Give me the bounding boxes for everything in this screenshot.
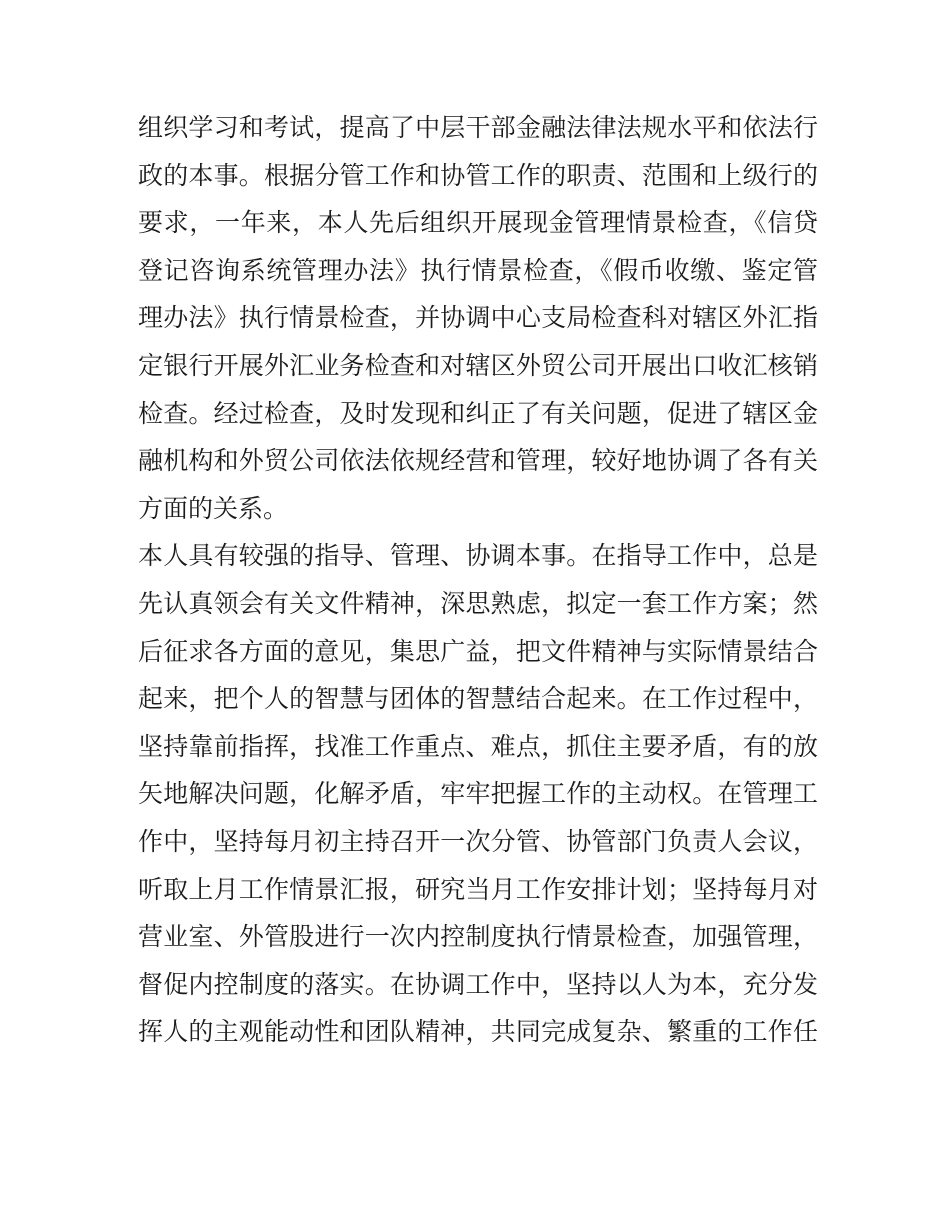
paragraph-1-line: 检查。经过检查，及时发现和纠正了有关问题，促进了辖区金	[138, 398, 818, 428]
paragraph-1-line: 融机构和外贸公司依法依规经营和管理，较好地协调了各有关	[138, 446, 818, 476]
paragraph-2-line: 起来，把个人的智慧与团体的智慧结合起来。在工作过程中，	[138, 684, 818, 714]
paragraph-1-line: 要求，一年来，本人先后组织开展现金管理情景检查，《信贷	[138, 208, 818, 238]
paragraph-2-line: 本人具有较强的指导、管理、协调本事。在指导工作中，总是	[138, 541, 818, 571]
paragraph-2-line: 营业室、外管股进行一次内控制度执行情景检查，加强管理，	[138, 922, 818, 952]
paragraph-1-line: 定银行开展外汇业务检查和对辖区外贸公司开展出口收汇核销	[138, 350, 818, 380]
document-body	[138, 104, 818, 1056]
paragraph-1-line: 理办法》执行情景检查，并协调中心支局检查科对辖区外汇指	[138, 303, 818, 333]
paragraph-2-line: 后征求各方面的意见，集思广益，把文件精神与实际情景结合	[138, 636, 818, 666]
paragraph-2-line: 挥人的主观能动性和团队精神，共同完成复杂、繁重的工作任	[138, 1017, 818, 1047]
paragraph-2-line: 督促内控制度的落实。在协调工作中，坚持以人为本，充分发	[138, 969, 818, 999]
paragraph-1-line: 组织学习和考试，提高了中层干部金融法律法规水平和依法行	[138, 113, 818, 142]
paragraph-2-line: 坚持靠前指挥，找准工作重点、难点，抓住主要矛盾，有的放	[138, 731, 818, 761]
paragraph-1	[138, 104, 818, 532]
paragraph-2-line: 矢地解决问题，化解矛盾，牢牢把握工作的主动权。在管理工	[138, 779, 818, 809]
paragraph-2-line: 作中，坚持每月初主持召开一次分管、协管部门负责人会议，	[138, 826, 818, 856]
paragraph-1-line: 方面的关系。	[138, 493, 289, 523]
paragraph-1-line: 登记咨询系统管理办法》执行情景检查，《假币收缴、鉴定管	[138, 255, 818, 285]
paragraph-1-line: 政的本事。根据分管工作和协管工作的职责、范围和上级行的	[138, 160, 818, 190]
paragraph-2-line: 先认真领会有关文件精神，深思熟虑，拟定一套工作方案；然	[138, 588, 818, 618]
paragraph-2	[138, 532, 818, 1056]
paragraph-2-line: 听取上月工作情景汇报，研究当月工作安排计划；坚持每月对	[138, 874, 818, 904]
